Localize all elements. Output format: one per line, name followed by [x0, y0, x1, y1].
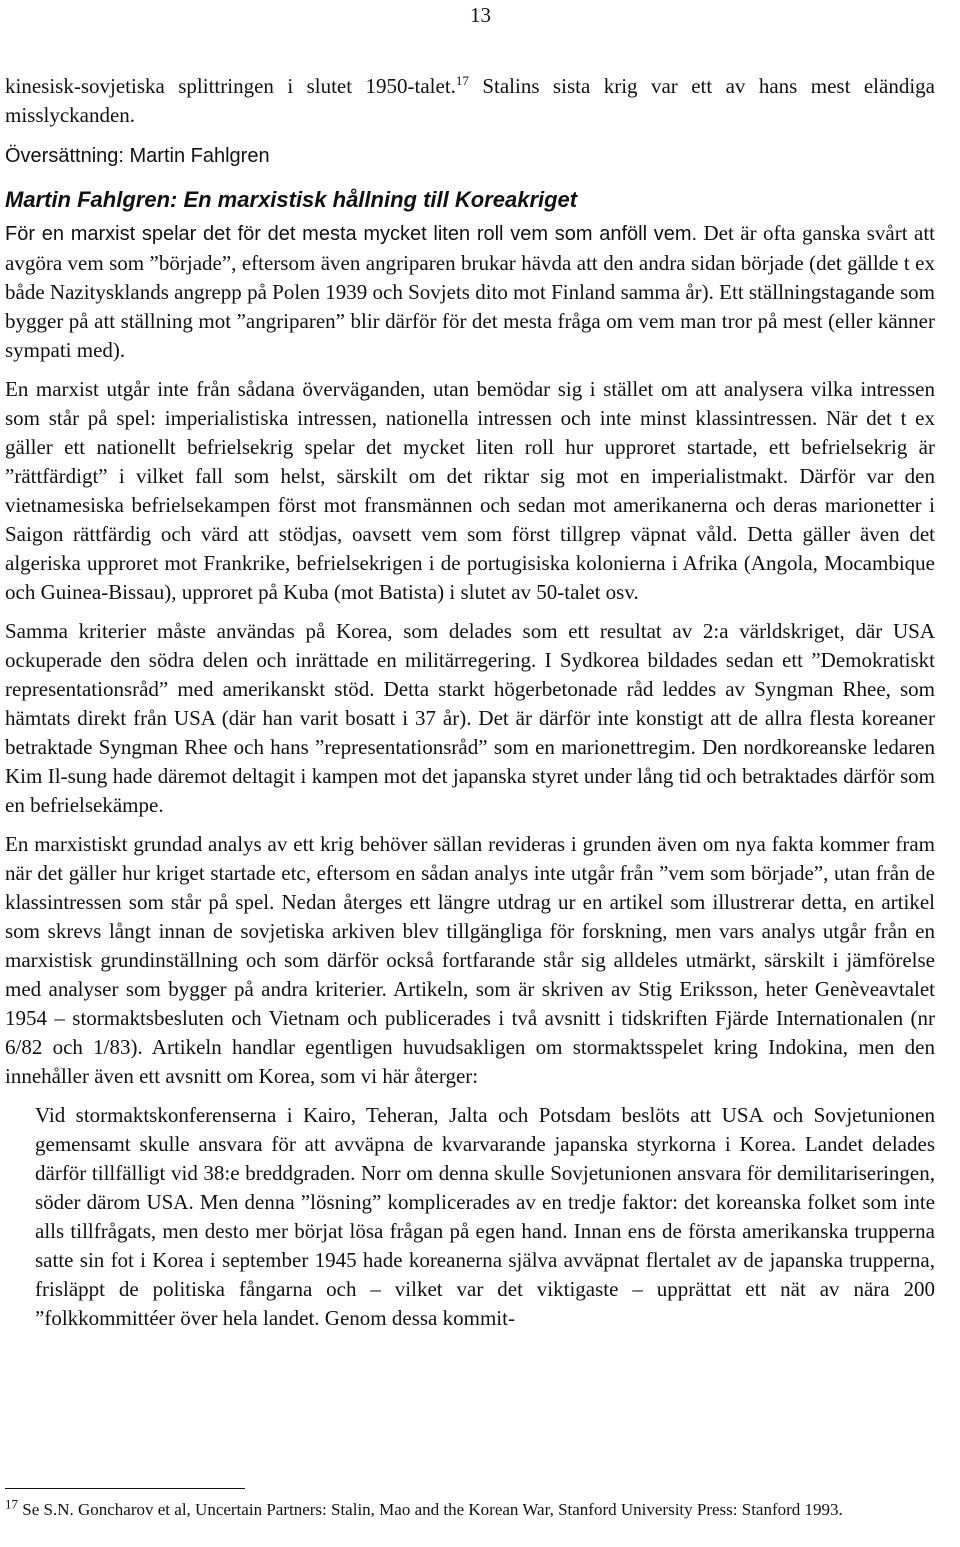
- paragraph-1: [5, 219, 935, 365]
- paragraph-2: En marxist utgår inte från sådana överväganden, utan bemödar sig i stället om att analysera vilka intressen som står på spel: imperialistiska intressen, nationella intressen och inte minst klassintressen. När det t ex gäller ett nationellt befrielsekrig spelar det mycket liten roll hur upproret startade, ett befrielsekrig är ”rättfärdigt” i vilket fall som helst, särskilt om det riktar sig mot en imperialistmakt. Därför var den vietnamesiska befrielsekampen först mot fransmännen och sedan mot amerikanerna och deras marionetter i Saigon rättfärdig och värd att stödjas, oavsett vem som först tillgrep väpnat våld. Detta gäller även det algeriska upproret mot Frankrike, befrielsekrigen i de portugisiska kolonierna i Afrika (Angola, Mocambique och Guinea-Bissau), upproret på Kuba (mot Batista) i slutet av 50-talet osv.: [5, 377, 935, 604]
- document-body: [5, 72, 935, 1333]
- paragraph-4: [5, 830, 935, 1091]
- footnote: [5, 1497, 935, 1522]
- journal-name: Fjärde Internationalen: [714, 1006, 904, 1030]
- intro-paragraph: [5, 72, 935, 130]
- footnote-number: 17: [5, 1496, 18, 1512]
- footnote-text: Se S.N. Goncharov et al, Uncertain Partners: Stalin, Mao and the Korean War, Stanford University Press: Stanford 1993.: [18, 1500, 843, 1519]
- paragraph-1-body: Det är ofta ganska svårt att avgöra vem som ”började”, eftersom även angriparen brukar hävda att den andra sidan började (det gällde t ex både Nazitysklands angrepp på Polen 1939 och Sovjets dito mot Finland samma år). Ett ställningstagande som bygger på att ställning mot ”angriparen” blir därför för det mesta fråga om vem man tror på mest (eller känner sympati med).: [5, 221, 935, 362]
- paragraph-1-lead: För en marxist spelar det för det mesta mycket liten roll vem som anföll vem.: [5, 223, 698, 245]
- intro-text-continued: Stalins sista krig var ett av hans mest eländiga misslyckanden.: [5, 74, 935, 127]
- footnote-divider: [5, 1488, 245, 1489]
- article-title: Genèveavtalet 1954 – stormaktsbesluten och Vietnam: [5, 977, 935, 1030]
- paragraph-4-text-2: och publicerades i två avsnitt i tidskriften: [339, 1006, 715, 1030]
- intro-text: kinesisk-sovjetiska splittringen i slutet 1950-talet.: [5, 74, 456, 98]
- page-number: 13: [470, 3, 491, 27]
- paragraph-4-text: En marxistiskt grundad analys av ett krig behöver sällan revideras i grunden även om nya fakta kommer fram när det gäller hur kriget startade etc, eftersom en sådan analys inte utgår från ”vem som började”, utan från de klassintressen som står på spel. Nedan återges ett längre utdrag ur en artikel som illustrerar detta, en artikel som skrevs långt innan de sovjetiska arkiven blev tillgängliga för forskning, men vars analys utgår från en marxistisk grundinställning och som därför också fortfarande står sig alldeles utmärkt, särskilt i jämförelse med analyser som bygger på andra kriterier. Artikeln, som är skriven av Stig Eriksson, heter: [5, 832, 935, 1001]
- section-heading: Martin Fahlgren: En marxistisk hållning till Koreakriget: [5, 187, 578, 212]
- block-quote: Vid stormaktskonferenserna i Kairo, Teheran, Jalta och Potsdam beslöts att USA och Sovjetunionen gemensamt skulle ansvara för att avväpna de kvarvarande japanska styrkorna i Korea. Landet delades därför tillfälligt vid 38:e breddgraden. Norr om denna skulle Sovjetunionen ansvara för demilitariseringen, söder därom USA. Men denna ”lösning” komplicerades av en tredje faktor: det koreanska folket som inte alls tillfrågats, men desto mer börjat lösa frågan på egen hand. Innan ens de första amerikanska trupperna satte sin fot i Korea i september 1945 hade koreanerna själva avväpnat flertalet av de japanska trupperna, frisläppt de politiska fångarna och – vilket var det viktigaste – upprättat ett nät av nära 200 ”folkkommittéer över hela landet. Genom dessa kommit-: [35, 1103, 935, 1330]
- paragraph-3: Samma kriterier måste användas på Korea, som delades som ett resultat av 2:a världskriget, där USA ockuperade den södra delen och inrättade en militärregering. I Sydkorea bildades sedan ett ”Demokratiskt representationsråd” med amerikanskt stöd. Detta starkt högerbetonade råd leddes av Syngman Rhee, som hämtats direkt från USA (där han varit bosatt i 37 år). Det är därför inte konstigt att de allra flesta koreaner betraktade Syngman Rhee och hans ”representationsråd” som en marionettregim. Den nordkoreanske ledaren Kim Il-sung hade däremot deltagit i kampen mot det japanska styret under lång tid och betraktades därför som en befrielsekämpe.: [5, 619, 935, 817]
- paragraph-4-text-3: (nr 6/82 och 1/83). Artikeln handlar egentligen huvudsakligen om stormaktsspelet kring Indokina, men den innehåller även ett avsnitt om Korea, som vi här återger:: [5, 1006, 935, 1088]
- translation-credit: Översättning: Martin Fahlgren: [5, 145, 270, 167]
- footnote-reference[interactable]: 17: [455, 73, 469, 88]
